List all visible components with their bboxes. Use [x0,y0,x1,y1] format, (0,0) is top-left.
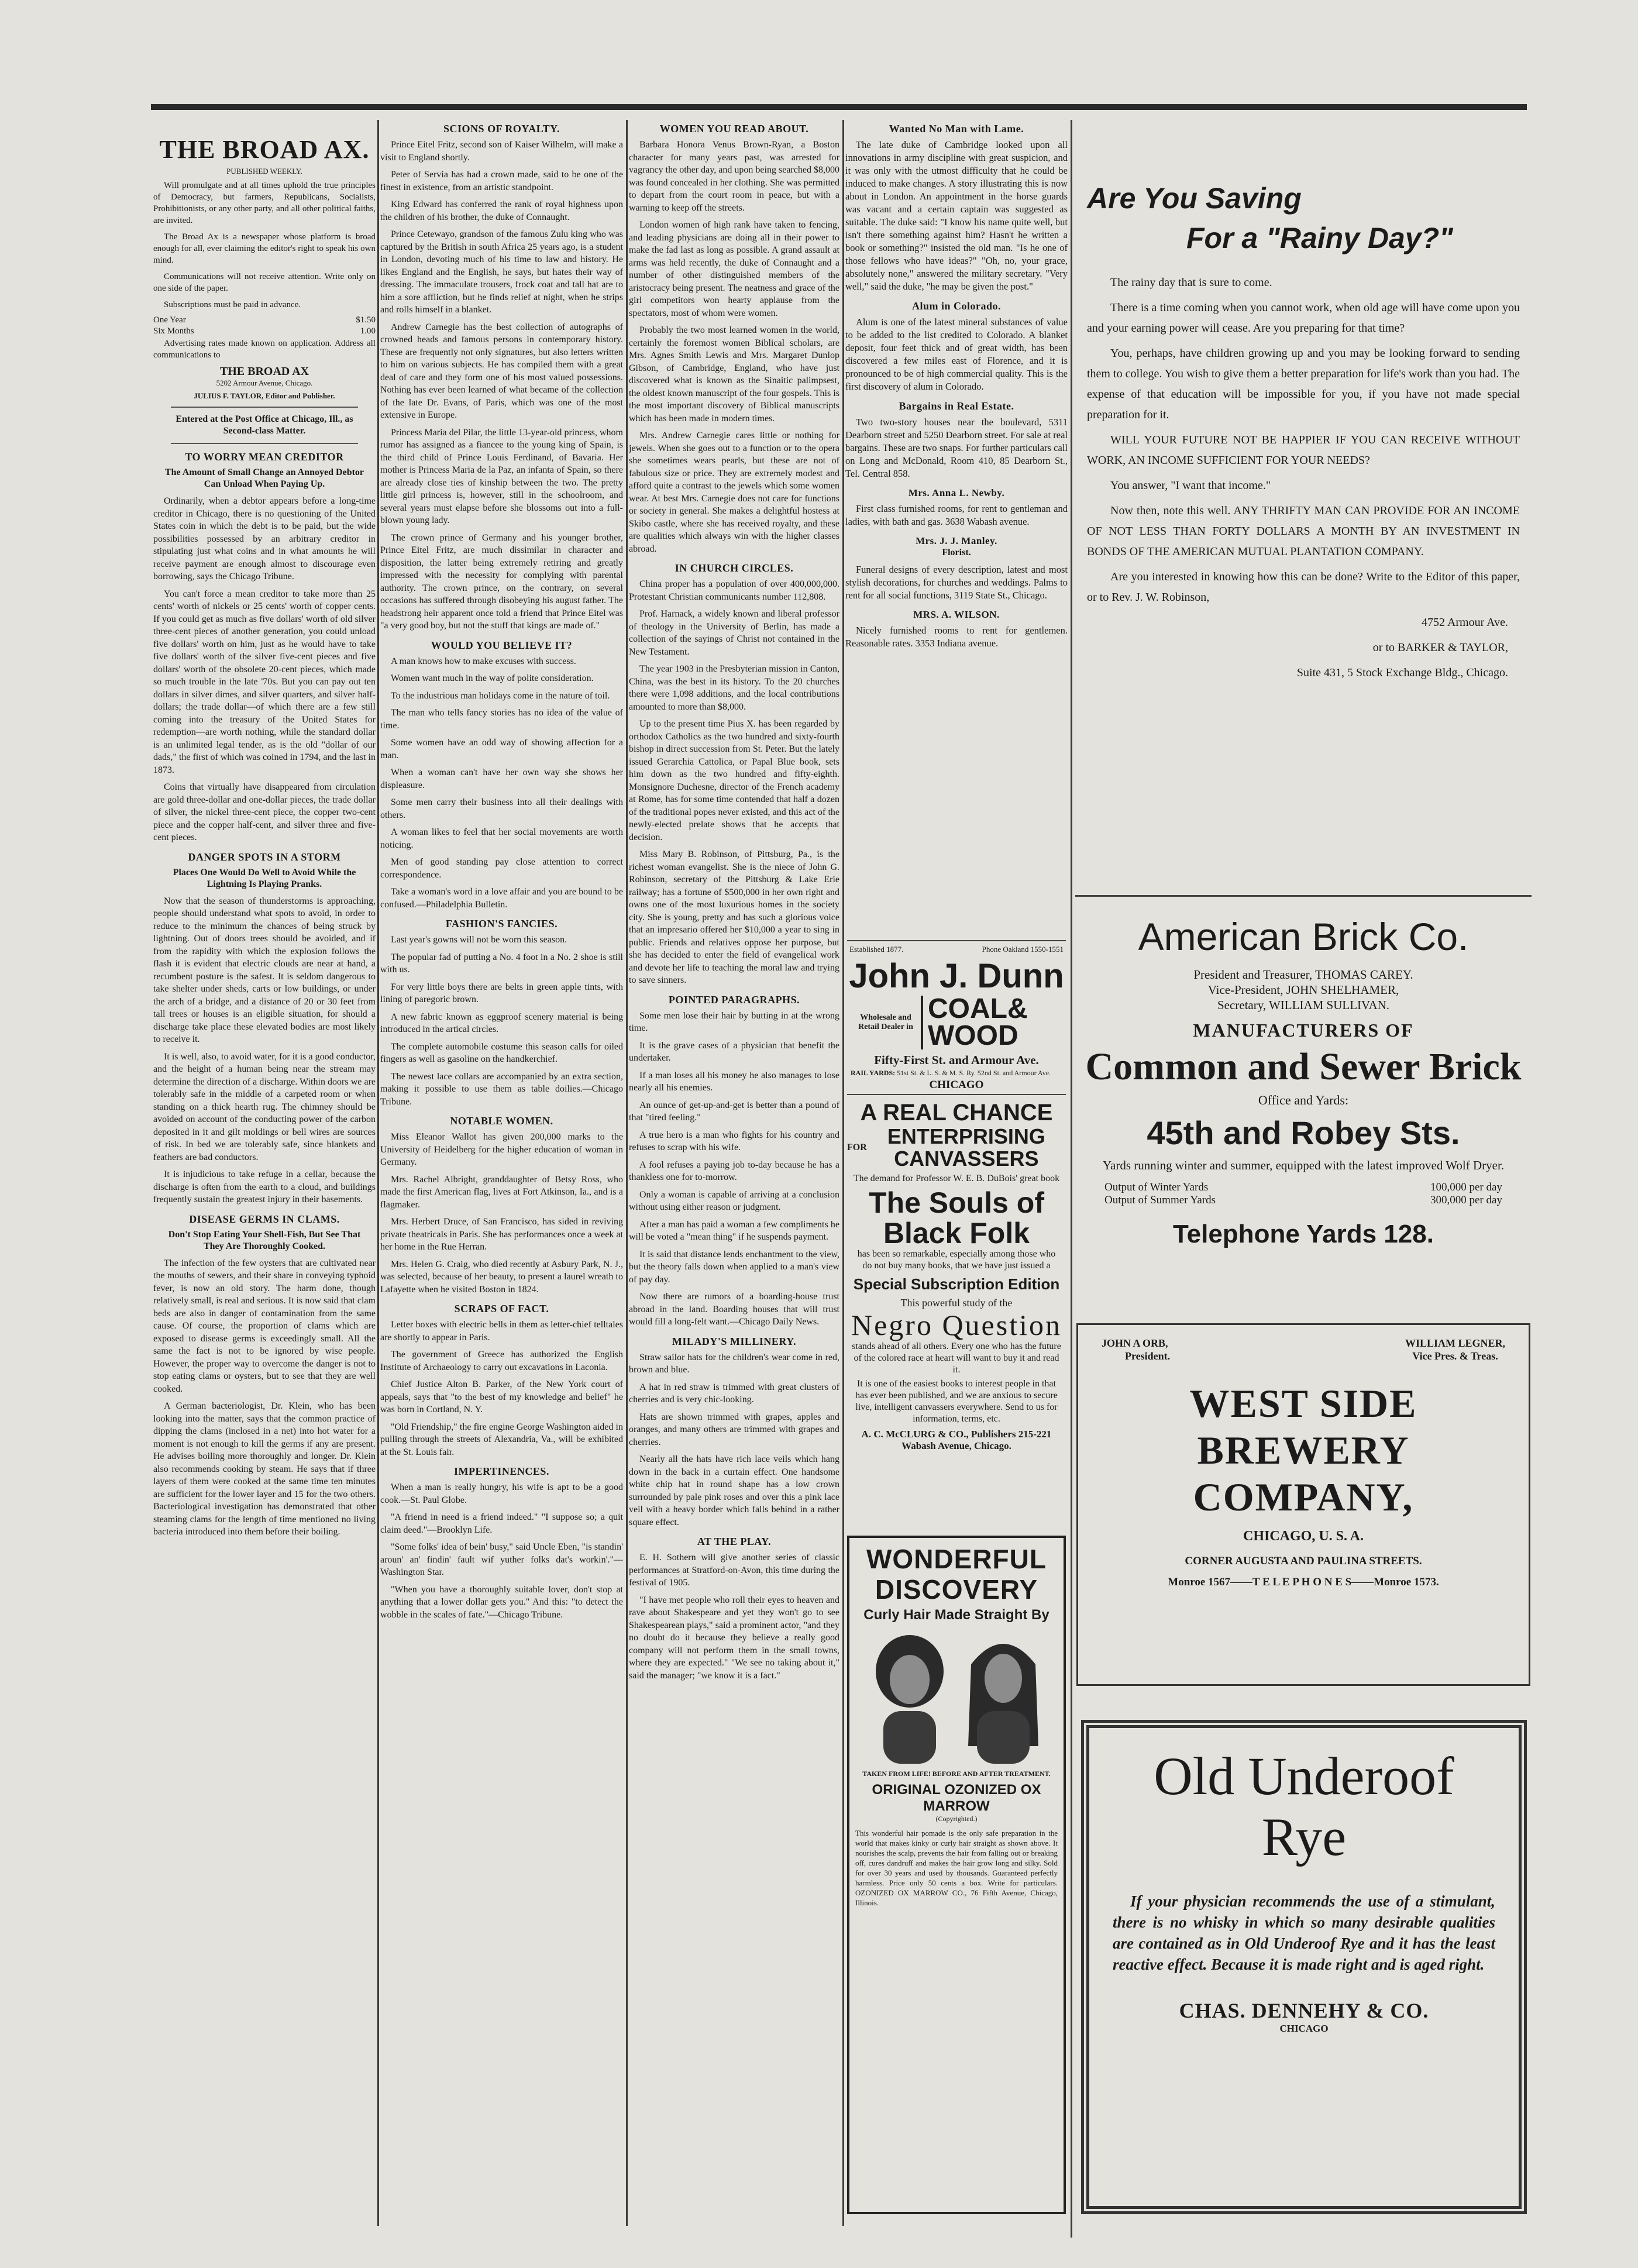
section-heading: MILADY'S MILLINERY. [672,1335,797,1347]
copyright-text: (Copyrighted.) [935,1815,978,1823]
demand-text: The demand for Professor W. E. B. DuBois' great book [853,1173,1060,1183]
item-paragraph: Peter of Servia has had a crown made, said to be one of the finest in existence, from an artistic standpoint. [380,170,623,192]
output-label: Output of Winter Yards [1104,1181,1209,1193]
intro-paragraph: Communications will not receive attention. Write only on one side of the paper. [153,272,376,293]
saving-paragraph: You answer, "I want that income." [1110,479,1271,492]
brewery-ad [1076,1323,1530,1686]
saving-address: Suite 431, 5 Stock Exchange Bldg., Chicago. [1296,666,1508,679]
item-paragraph: First class furnished rooms, for rent to gentleman and ladies, with bath and gas. 3638 Wabash avenue. [845,503,1068,527]
item-paragraph: Barbara Honora Venus Brown-Ryan, a Boston character for many years past, was arrested for vagrancy the other day, and upon being searched $8,000 was found concealed in her clothing. She was permitted to depart from the court room in peace, but with a warning to keep off the streets. [629,140,839,213]
item-paragraph: The newest lace collars are accompanied by an extra section, making it possible to use them as table doilies.—Chicago Tribune. [380,1071,623,1107]
section-heading: Mrs. Anna L. Newby. [908,487,1005,498]
coal-text: COAL& [928,993,1028,1024]
item-paragraph: Now there are rumors of a boarding-house trust abroad in the land. Boarding houses that will trust would fill a long-felt want.—Chicago Daily News. [629,1292,839,1327]
rye-seller: CHAS. DENNEHY & CO. [1179,1999,1429,2022]
officer-title: President. [1125,1350,1171,1362]
article-paragraph: It is injudicious to take refuge in a cellar, because the discharge is often from the earth to a cloud, and buildings frequently sustain the greatest injury in their basements. [153,1169,376,1204]
item-paragraph: "I have met people who roll their eyes to heaven and rave about Shakespeare and yet they won't go to see Shakespearean plays," said a prominent actor, "and they no doubt do it because they believe a really good company will not perform them in the small towns, where they are expected." "We see no taking about it," said the manager; "we know it is a fact." [629,1595,839,1681]
item-paragraph: Chief Justice Alton B. Parker, of the New York court of appeals, says that "to the best of my knowledge and belief" he was born in Cortland, N. Y. [380,1379,623,1415]
ads-note: Advertising rates made known on application. Address all communications to [153,339,376,360]
divider [171,407,358,408]
item-paragraph: "Old Friendship," the fire engine George Washington aided in pulling through the streets of Alexandria, Va., will be exhibited at the St. Louis fair. [380,1422,623,1457]
item-paragraph: Mrs. Rachel Albright, granddaughter of Betsy Ross, who made the first American flag, lives at Fort Atkinson, Ia., and is a flagmaker. [380,1174,623,1210]
rate-value: 1.00 [360,326,376,336]
before-after-picture [855,1629,1058,1764]
rail-address: 51st St. & L. S. & M. S. Ry. 52nd St. and Armour Ave. [897,1069,1051,1077]
article-subhead: Don't Stop Eating Your Shell-Fish, But See That They Are Thoroughly Cooked. [168,1229,361,1251]
original-product-name: ORIGINAL OZONIZED OX MARROW [872,1782,1041,1814]
item-paragraph: Miss Mary B. Robinson, of Pittsburg, Pa., is the richest woman evangelist. She is the niece of John G. Robinson, secretary of the Pittsburg & Lake Erie railway; has a fortune of $500,000 in her own right and owns one of the most luxurious homes in the society city. She is young, pretty and has such a glorious voice that an impresario offered her $10,000 a year to sing in public. Friends and relatives oppose her purpose, but she has decided to enter the field of evangelical work and devote her life to teaching the moral law and trying to save sinners. [629,849,839,985]
publisher-text: A. C. McCLURG & CO., Publishers 215-221 Wabash Avenue, Chicago. [861,1429,1052,1451]
dunn-city: CHICAGO [929,1079,984,1091]
item-paragraph: Miss Eleanor Wallot has given 200,000 marks to the University of Heidelberg for the higher education of woman in Germany. [380,1132,623,1167]
article-paragraph: Now that the season of thunderstorms is approaching, people should understand what spots to avoid, in order to reduce to the minimum the chances of being struck by lightning. Out of doors trees should be avoided, and if from the rapidity with which the explosion follows the flash it is evident that electric clouds are near at hand, a recumbent posture is the safest. It is seldom dangerous to take shelter under sheds, carts or low buildings, or under the arch of a bridge, and a distance of 20 or 30 feet from tall trees or houses is an eligible situation, for should a discharge take place these elevated bodies are most likely to receive it. [153,896,376,1044]
article-paragraph: You can't force a mean creditor to take more than 25 cents' worth of nickels or 25 cents' worth of copper cents. If you could get as much as five dollars' worth of old silver three-cent pieces of another generation, you could unload five dollars' worth on him, just as he would have to take five dollars' worth of the silver five-cent pieces and five dollars' worth of the obsolete 20-cent pieces, which made so much trouble in the late '70s. But you can pay out ten dollars in silver dimes, and silver quarters, and silver half-dollars; the trade dollar—of which there are a few still coming into the treasury of the United States for redemption—are worth nothing, while the standard dollar is an unlimited legal tender, as is the old "dollar of our dads," the first of which was coined in 1794, and the last in 1873. [153,588,376,775]
for-text: FOR [847,1142,867,1152]
book-title: The Souls of Black Folk [869,1186,1044,1250]
section-heading: Wanted No Man with Lame. [889,123,1024,135]
section-heading: WOMEN YOU READ ABOUT. [659,123,809,135]
item-paragraph: "A friend in need is a friend indeed." "I suppose so; a quit claim deed."—Brooklyn Life. [380,1512,623,1535]
item-paragraph: King Edward has conferred the rank of royal highness upon the children of his brother, the duke of Connaught. [380,199,623,222]
brick-officer: Secretary, WILLIAM SULLIVAN. [1217,998,1390,1012]
established-text: Established 1877. [849,945,904,954]
section-heading: IMPERTINENCES. [454,1465,549,1477]
column-2 [380,123,623,2229]
column-rule [626,120,628,2226]
item-paragraph: Letter boxes with electric bells in them as letter-chief telltales are shortly to appear in Paris. [380,1320,623,1343]
top-rule [151,104,1527,110]
item-paragraph: When a man is really hungry, his wife is apt to be a good cook.—St. Paul Globe. [380,1482,623,1505]
output-value: 100,000 per day [1430,1181,1502,1193]
item-paragraph: Men of good standing pay close attention to correct correspondence. [380,857,623,880]
item-paragraph: Some men lose their hair by butting in at the wrong time. [629,1010,839,1033]
rate-label: One Year [153,315,186,325]
article-headline: TO WORRY MEAN CREDITOR [185,451,344,463]
rate-row [153,315,376,325]
column-4 [845,123,1068,936]
american-brick-ad [1075,895,1532,1310]
brick-product: Common and Sewer Brick [1085,1045,1522,1088]
dunn-street: Fifty-First St. and Armour Ave. [874,1053,1039,1067]
section-heading: NOTABLE WOMEN. [450,1115,553,1127]
item-paragraph: A fool refuses a paying job to-day because he has a thankless one for to-morrow. [629,1159,839,1182]
output-label: Output of Summer Yards [1104,1194,1216,1206]
item-paragraph: Probably the two most learned women in the world, certainly the foremost women Biblical scholars, are Mrs. Agnes Smith Lewis and Mrs. Margaret Dunlop Gibson, of Cambridge, England, who have just discovered what is known as the Sinaitic palimpsest, the oldest known manuscript of the four gospels. This is the most important discovery of Biblical manuscripts which has been made in modern times. [629,325,839,424]
item-paragraph: A woman likes to feel that her social movements are worth noticing. [380,827,623,850]
phone-text: Phone Oakland 1550-1551 [982,945,1064,954]
item-paragraph: It is the grave cases of a physician that benefit the undertaker. [629,1040,839,1063]
article-headline: DISEASE GERMS IN CLAMS. [189,1213,340,1225]
item-paragraph: E. H. Sothern will give another series of classic performances at Stratford-on-Avon, this time during the festival of 1905. [629,1553,839,1588]
ox-marrow-body: This wonderful hair pomade is the only safe preparation in the world that makes kinky or curly hair straight as shown above. It nourishes the scalp, prevents the hair from falling out or breaking off, cures dandruff and makes the hair grow long and silky. Sold for over 30 years and used by thousands. Guaranteed perfectly harmless. Price only 50 cents a box. Write for particulars. OZONIZED OX MARROW CO., 76 Fifth Avenue, Chicago, Illinois. [855,1829,1058,1907]
item-paragraph: Nearly all the hats have rich lace veils which hang down in the back in a curtain effect. One handsome white chip hat in round shape has a low crown surrounded by pale pink roses and over this a pink lace veil with a heavy border which falls behind in a rather square effect. [629,1454,839,1527]
item-paragraph: Prince Cetewayo, grandson of the famous Zulu king who was captured by the British in south Africa 25 years ago, is a student in London, devoting much of his time to law and history. He likes England and the English, he says, but hates their way of dressing. The immaculate trousers, frock coat and tall hat are to him a sore affliction, but he finds relief at night, when he strips and rolls himself in a blanket. [380,229,623,315]
item-paragraph: Princess Maria del Pilar, the little 13-year-old princess, whom rumor has assigned as a fiancee to the young king of Spain, is the third child of Prince Louis Ferdinand, of Bavaria. Her mother is Princess Maria de la Paz, an infanta of Spain, so there are already close ties of kinship between the two. The pretty little girl princess is, however, still in the schoolroom, and several years must elapse before she blossoms out into a full-blown young lady. [380,427,623,525]
rye-city: CHICAGO [1279,2023,1329,2034]
canvassers-text: ENTERPRISING CANVASSERS [887,1124,1045,1171]
item-paragraph: Nicely furnished rooms to rent for gentlemen. Reasonable rates. 3353 Indiana avenue. [845,625,1068,649]
rate-label: Six Months [153,326,194,336]
section-heading: SCRAPS OF FACT. [454,1303,549,1314]
office-yards-text: Office and Yards: [1258,1093,1349,1107]
interest-text: It is one of the easiest books to interest people in that has ever been published, and we are anxious to secure live, intelligent canvassers everywhere. Send to us for information, terms, etc. [855,1379,1058,1424]
officer-title: Vice Pres. & Treas. [1412,1350,1498,1362]
editor-line: JULIUS F. TAYLOR, Editor and Publisher. [194,391,335,400]
section-heading: SCIONS OF ROYALTY. [443,123,560,135]
negro-question-text: Negro Question [851,1309,1062,1341]
item-paragraph: Funeral designs of every description, latest and most stylish decorations, for churches and weddings. Palms to rent for all social functions, 3119 State St., Chicago. [845,564,1068,601]
intro-paragraph: The Broad Ax is a newspaper whose platform is broad enough for all, ever claiming the editor's right to speak his own mind. [153,232,376,265]
stands-text: stands ahead of all others. Every one who has the future of the colored race at heart will want to buy it and read it. [852,1341,1061,1375]
souls-book-ad [847,1100,1066,1521]
column-rule [377,120,379,2226]
dunn-coal-ad [847,940,1066,1095]
section-subheading: Florist. [942,548,971,557]
divider [171,443,358,444]
item-paragraph: A true hero is a man who fights for his country and refuses to scrap with his wife. [629,1130,839,1152]
masthead: THE BROAD AX. [159,135,370,164]
brewery-address: CORNER AUGUSTA AND PAULINA STREETS. [1185,1555,1422,1567]
item-paragraph: When a woman can't have her own way she shows her displeasure. [380,768,623,790]
item-paragraph: "When you have a thoroughly suitable lover, don't stop at anything that a lower dollar gets you." And this: "to detect the wobble in the scales of fate."—Chicago Tribune. [380,1584,623,1620]
saving-paragraph: Now then, note this well. ANY THRIFTY MAN CAN PROVIDE FOR AN INCOME OF NOT LESS THAN FORTY DOLLARS A MONTH BY AN INVESTMENT IN BONDS OF THE AMERICAN MUTUAL PLANTATION COMPANY. [1087,504,1520,558]
item-paragraph: Hats are shown trimmed with grapes, apples and oranges, and many others are trimmed with grapes and cherries. [629,1412,839,1447]
item-paragraph: The man who tells fancy stories has no idea of the value of time. [380,708,623,731]
item-paragraph: Take a woman's word in a love affair and you are bound to be confused.—Philadelphia Bulletin. [380,887,623,910]
study-text: This powerful study of the [900,1297,1013,1309]
saving-title-line1: Are You Saving [1087,182,1302,215]
column-rule [1071,120,1072,2238]
item-paragraph: London women of high rank have taken to fencing, and leading physicians are doing all in their power to make the fad last as long as possible. A grand assault at arms was held recently, the duke of Connaught and a number of other distinguished members of the aristocracy being present. The neatness and grace of the girl competitors won hearty applause from the spectators, most of whom were women. [629,220,839,318]
section-heading: Alum in Colorado. [911,300,1002,312]
section-heading: FASHION'S FANCIES. [445,918,558,930]
item-paragraph: After a man has paid a woman a few compliments he will be voted a "mean thing" if he suspends payment. [629,1219,839,1242]
article-paragraph: A German bacteriologist, Dr. Klein, who has been looking into the matter, says that the common practice of dipping the clams (inclosed in a net) into hot water for a moment is not enough to kill the germs if any are present. He advises boiling more thoroughly and longer. Dr. Klein also recommends cooking by steam. He says that if three layers of them were cooked at the same time ten minutes are sufficient for the lower layer and 15 for the two others. Bacteriological investigation has demonstrated that other steaming clams for the length of time mentioned no living bacteria introduced into them before their boiling. [153,1401,376,1537]
curly-hair-text: Curly Hair Made Straight By [863,1607,1049,1623]
item-paragraph: "Some folks' idea of bein' busy," said Uncle Eben, "is standin' aroun' an' findin' fault wif yuther folks dat's workin'."—Washington Star. [380,1542,623,1577]
item-paragraph: A man knows how to make excuses with success. [391,656,576,666]
item-paragraph: A new fabric known as eggproof scenery material is being introduced in the artical circles. [380,1011,623,1034]
section-heading: MRS. A. WILSON. [913,609,1000,620]
item-paragraph: Only a woman is capable of arriving at a conclusion without using either reason or judgment. [629,1189,839,1212]
output-row [1075,1194,1532,1207]
before-after-caption: TAKEN FROM LIFE! BEFORE AND AFTER TREATMENT. [862,1770,1051,1778]
item-paragraph: Up to the present time Pius X. has been regarded by orthodox Catholics as the two hundred and sixty-fourth bishop in direct succession from St. Peter. But the lately issued Gerarchia Cattolica, or Papal Blue book, sets him down as the two hundred and fifty-eighth. Monsignore Duchesne, director of the French academy at Rome, has for some time contended that half a dozen of the traditional popes never existed, and this act of the newly-elected prelate shows that he accepts that decision. [629,719,839,842]
item-paragraph: The complete automobile costume this season calls for oiled fingers as well as gasoline on the handkerchief. [380,1041,623,1064]
saving-paragraph: There is a time coming when you cannot work, when old age will have come upon you and your earning power will cease. Are you preparing for that time? [1087,301,1520,335]
article-paragraph: It is well, also, to avoid water, for it is a good conductor, and the height of a human being near the stream may determine the direction of a discharge. Within doors we are tolerably safe in the middle of a carpeted room or when standing on a thick hearth rug. The chimney should be avoided on account of the conducting power of the carbon deposited in it and gilt moldings or bell wires are sources of risk. In bed we are tolerably safe, since blankets and feathers are bad conductors. [153,1051,376,1162]
published-line: PUBLISHED WEEKLY. [226,167,302,175]
item-paragraph: Prince Eitel Fritz, second son of Kaiser Wilhelm, will make a visit to England shortly. [380,140,623,163]
brick-officer: Vice-President, JOHN SHELHAMER, [1207,983,1399,997]
section-heading: AT THE PLAY. [697,1536,772,1547]
saving-title-line2: For a "Rainy Day?" [1186,222,1453,254]
item-paragraph: Alum is one of the latest mineral substances of value to be added to the list credited to Colorado. A blanket deposit, four feet thick and of great width, has been discovered a few miles east of Florence, and it is pronounced to be of high commercial quality. This is the first discovery of alum in Colorado. [845,316,1068,392]
item-paragraph: For very little boys there are belts in green apple tints, with lining of paregoric brown. [380,982,623,1004]
article-subhead: Places One Would Do Well to Avoid While the Lightning Is Playing Pranks. [173,867,356,889]
item-paragraph: Prof. Harnack, a widely known and liberal professor of theology in the University of Berlin, has made a collection of the sayings of Christ not contained in the New Testament. [629,609,839,657]
saving-paragraph: You, perhaps, have children growing up and you may be looking forward to sending them to college. You wish to give them a better preparation for life's work than you had. The expense of that education will be impossible for you, if you have not made special preparation for it. [1087,347,1520,421]
officer-name: WILLIAM LEGNER, [1405,1337,1505,1349]
saving-paragraph: The rainy day that is sure to come. [1110,276,1272,289]
rye-ad [1081,1720,1527,2214]
item-paragraph: It is said that distance lends enchantment to the view, but the theory falls down when applied to a man's view of pay day. [629,1249,839,1285]
section-heading: WOULD YOU BELIEVE IT? [431,639,573,651]
intro-paragraph: Subscriptions must be paid in advance. [164,300,301,309]
saving-paragraph: WILL YOUR FUTURE NOT BE HAPPIER IF YOU CAN RECEIVE WITHOUT WORK, AN INCOME SUFFICIENT FOR YOUR NEEDS? [1087,433,1520,467]
brick-officer: President and Treasurer, THOMAS CAREY. [1193,968,1413,982]
section-heading: IN CHURCH CIRCLES. [675,562,794,574]
woman-portrait-icon [959,1629,1047,1764]
article-subhead: The Amount of Small Change an Annoyed Debtor Can Unload When Paying Up. [164,467,364,489]
rate-value: $1.50 [356,315,376,325]
rate-row [153,326,376,336]
rye-body: If your physician recommends the use of a stimulant, there is no whisky in which so many desirable qualities are contained as in Old Underoof Rye and it has the least reactive effect. Because it is made right and is aged right. [1113,1892,1495,1973]
item-paragraph: An ounce of get-up-and-get is better than a pound of that "tired feeling." [629,1100,839,1123]
rainy-day-ad [1075,123,1532,883]
entered-note: Entered at the Post Office at Chicago, Ill., as Second-class Matter. [176,414,353,436]
edition-text: Special Subscription Edition [853,1275,1060,1293]
paper-address: 5202 Armour Avenue, Chicago. [216,378,313,387]
column-1 [153,123,376,2229]
article-paragraph: Coins that virtually have disappeared from circulation are gold three-dollar and one-dollar pieces, the trade dollar of silver, the nickel three-cent piece, the copper two-cent piece and the copper half-cent, and silver three and five-cent pieces. [153,782,376,842]
manufacturers-text: MANUFACTURERS OF [1193,1020,1414,1041]
wood-text: WOOD [928,1020,1018,1051]
item-paragraph: Straw sailor hats for the children's wear come in red, brown and blue. [629,1352,839,1375]
wholesale-text: Wholesale and Retail Dealer in [858,1013,913,1031]
article-paragraph: The infection of the few oysters that are cultivated near the mouths of sewers, and their share in conveying typhoid fever, is now an old story. The harm done, though relatively small, is real and serious. It is now said that clam beds are also in danger of contamination from the same cause. Of course, the proportion of clams which are exposed to disease germs is exceedingly small. All the same the fact is not to be ignored by wise people. However, the proper way to overcome the danger is not to stop eating clams or oysters, but to see that they are well cooked. [153,1258,376,1394]
brick-telephone: Telephone Yards 128. [1173,1220,1434,1248]
item-paragraph: If a man loses all his money he also manages to lose nearly all his enemies. [629,1070,839,1093]
item-paragraph: Some women have an odd way of showing affection for a man. [380,738,623,760]
brewery-city: CHICAGO, U. S. A. [1243,1529,1364,1544]
item-paragraph: The late duke of Cambridge looked upon all innovations in army discipline with great suspicion, and it was only with the utmost difficulty that he could be induced to make changes. A story illustrating this is now about in London. An appointment in the horse guards was vacant and a certain captain was suggested as suitable. The duke said: "I know his name quite well, but isn't there something against him? Hasn't he written a book or something?" insisted the old man. "Is he one of those fellows who have ideas?" "Oh, no, your grace, absolutely none," answered the military secretary. "Very well," said the duke, "he may be given the post." [845,139,1068,292]
item-paragraph: Women want much in the way of polite consideration. [391,673,594,683]
remarkable-text: has been so remarkable, especially among those who do not buy many books, that we have just issued a [857,1249,1056,1271]
item-paragraph: The crown prince of Germany and his younger brother, Prince Eitel Fritz, are much dissimilar in character and disposition, the latter being extremely retiring and greatly impressed with the necessity for complying with parental authority. The crown prince, on the contrary, on several occasions has suffered through disobeying his august father. The headstrong heir apparent once told a friend that Prince Eitel was "a very good boy, but not the stuff that kings are made of." [380,532,623,631]
item-paragraph: Mrs. Herbert Druce, of San Francisco, has sided in reviving private theatricals in Paris. She has performances once a week at her home in the Rue Herran. [380,1217,623,1252]
item-paragraph: The government of Greece has authorized the English Institute of Archaeology to carry out excavations in Laconia. [380,1350,623,1372]
item-paragraph: Two two-story houses near the boulevard, 5311 Dearborn street and 5250 Dearborn street. For sale at real bargains. These are two snaps. For further particulars call on Long and McDonald, Room 410, 85 Dearborn St., Tel. Central 858. [845,417,1068,479]
column-3 [629,123,839,2229]
wonderful-headline: WONDERFUL DISCOVERY [866,1544,1047,1605]
real-chance-text: A REAL CHANCE [860,1100,1053,1126]
item-paragraph: China proper has a population of over 400,000,000. Protestant Christian communicants number 112,808. [629,579,839,602]
item-paragraph: The year 1903 in the Presbyterian mission in Canton, China, was the best in its history. To the 20 churches there were 1,098 additions, and the local contributions amounted to more than $8,000. [629,664,839,712]
yards-text: Yards running winter and summer, equipped with the latest improved Wolf Dryer. [1102,1158,1505,1172]
item-paragraph: A hat in red straw is trimmed with great clusters of cherries and is very chic-looking. [629,1382,839,1405]
section-heading: POINTED PARAGRAPHS. [668,993,800,1006]
saving-address: 4752 Armour Ave. [1422,616,1508,629]
section-heading: Bargains in Real Estate. [899,400,1014,412]
brewery-phones: Monroe 1567——T E L E P H O N E S——Monroe 1573. [1168,1576,1439,1588]
dunn-name: John J. Dunn [849,957,1064,995]
output-value: 300,000 per day [1430,1194,1502,1206]
saving-paragraph: Are you interested in knowing how this can be done? Write to the Editor of this paper, or to Rev. J. W. Robinson, [1087,570,1520,604]
output-row [1075,1181,1532,1194]
column-rule [842,120,844,2226]
item-paragraph: Mrs. Andrew Carnegie cares little or nothing for jewels. When she goes out to a function or to the opera she sometimes wears pearls, but these are not of fabulous size or price. They are extremely modest and afford quite a contrast to the jewels which some women wear. At best Mrs. Carnegie does not care for functions or society in general. She makes a delightful hostess at Skibo castle, where she has received royalty, and these are qualities which always win with the higher classes abroad. [629,431,839,554]
item-paragraph: Andrew Carnegie has the best collection of autographs of crowned heads and famous persons in contemporary history. These are frequently not only signatures, but also letters written to him on various subjects. He has compiled them with a great deal of care and they form one of his most valued possessions. Nothing has ever been learned of what became of the collection of the late Dr. Evans, of Paris, which was one of the most extensive in Europe. [380,322,623,420]
item-paragraph: Some men carry their business into all their dealings with others. [380,797,623,820]
rye-title: Old Underoof Rye [1154,1746,1454,1867]
article-paragraph: Ordinarily, when a debtor appears before a long-time creditor in Chicago, there is no questioning of the United States coin in which the debt is to be paid, but the wide possibilities possessed by an arbitrary creditor in stipulating just what coins and in what amounts he will receive payment are enough almost to discourage even borrowing, says the Chicago Tribune. [153,496,376,581]
brick-company-name: American Brick Co. [1138,915,1469,958]
item-paragraph: The popular fad of putting a No. 4 foot in a No. 2 shoe is still with us. [380,952,623,975]
article-headline: DANGER SPOTS IN A STORM [188,851,341,863]
officer-name: JOHN A ORB, [1102,1337,1168,1349]
paper-name: THE BROAD AX [219,365,309,378]
saving-address: or to BARKER & TAYLOR, [1372,641,1508,654]
woman-portrait-icon [866,1629,954,1764]
item-paragraph: Mrs. Helen G. Craig, who died recently at Asbury Park, N. J., was selected, because of her beauty, to present a laurel wreath to Lafayette when he visited Boston in 1824. [380,1259,623,1295]
brick-street: 45th and Robey Sts. [1147,1114,1460,1151]
rail-label: RAIL YARDS: [851,1069,896,1077]
item-paragraph: Last year's gowns will not be worn this season. [391,935,567,945]
section-heading: Mrs. J. J. Manley. [916,535,997,546]
item-paragraph: To the industrious man holidays come in the nature of toil. [391,690,610,701]
intro-paragraph: Will promulgate and at all times uphold the true principles of Democracy, but farmers, Republicans, Socialists, Prohibitionists, or any other party, and all other political faiths, are invited. [153,181,376,225]
brewery-name: WEST SIDE BREWERY COMPANY, [1189,1381,1417,1519]
ox-marrow-ad [847,1536,1066,2214]
